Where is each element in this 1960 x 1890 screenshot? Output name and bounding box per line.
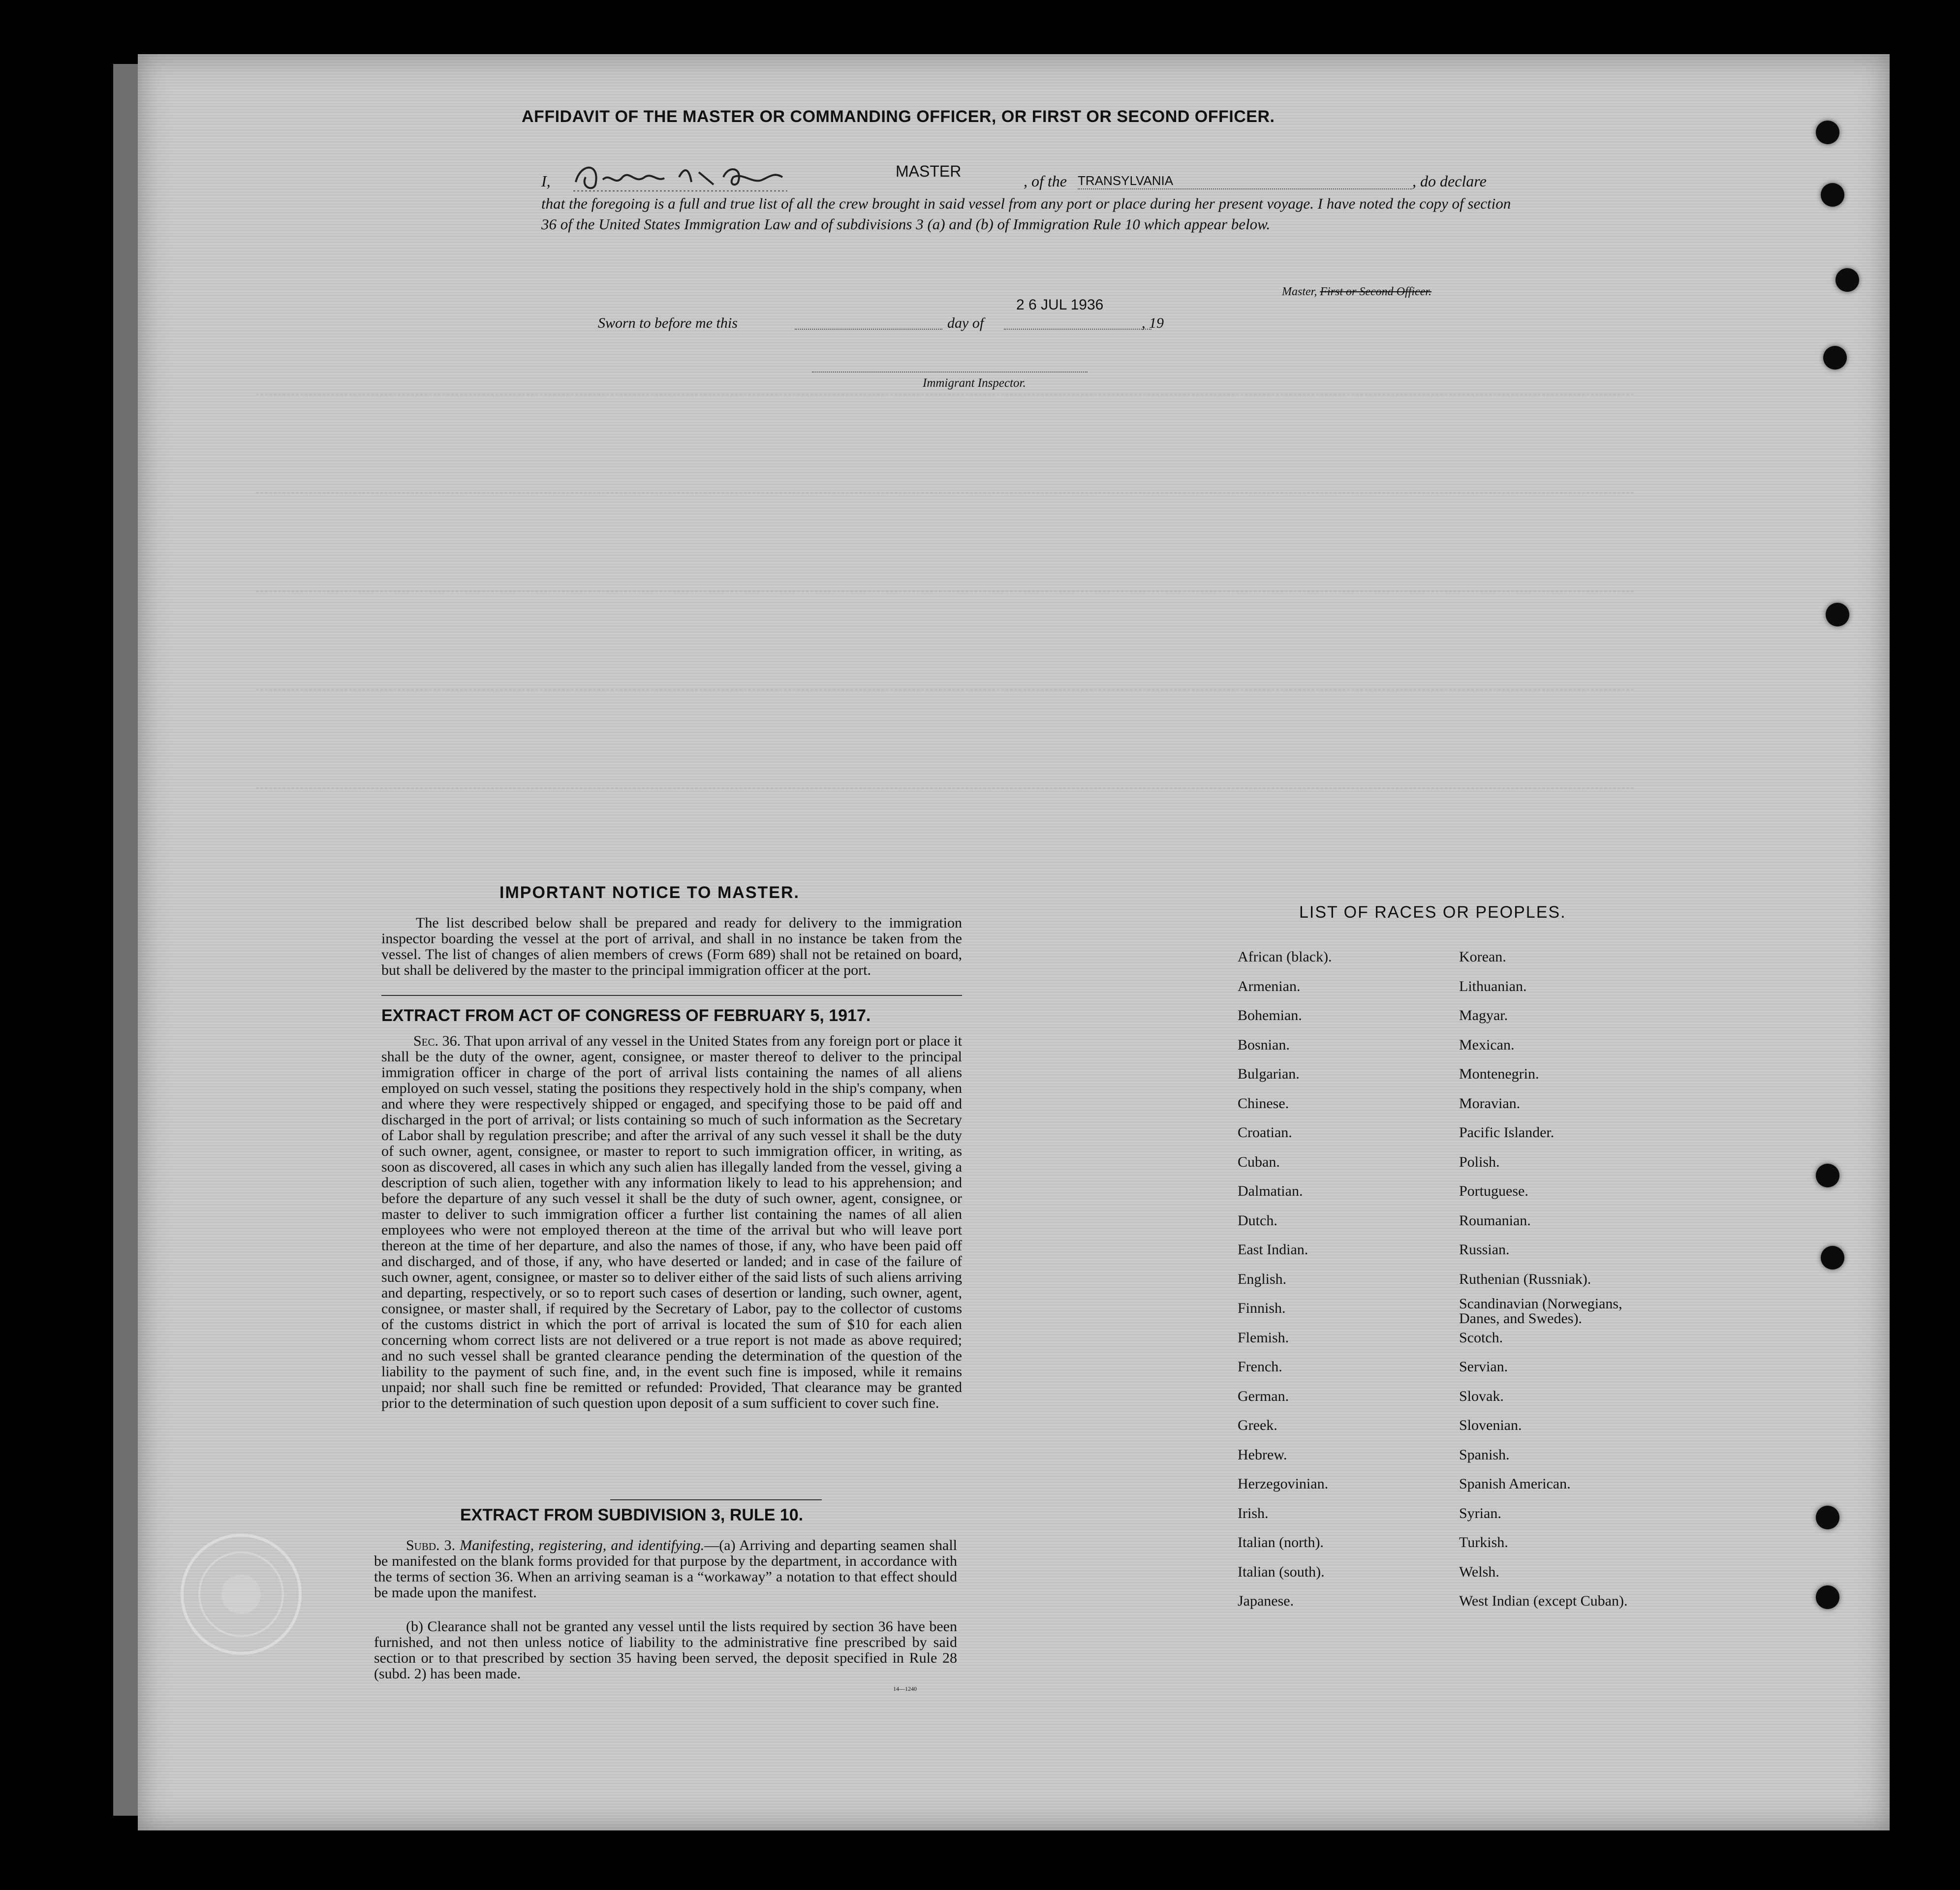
race-item: Korean. [1459, 949, 1506, 965]
race-item: Bohemian. [1238, 1007, 1302, 1023]
sworn-day-line [795, 329, 942, 330]
do-declare-label: , do declare [1412, 172, 1487, 190]
race-item: Irish. [1238, 1505, 1269, 1521]
punch-hole [1826, 603, 1849, 626]
race-item: Polish. [1459, 1153, 1500, 1170]
signature-caption: Master, First or Second Officer. [1282, 285, 1431, 298]
seal-stamp [177, 1530, 305, 1658]
affidavit-i: I, [541, 172, 551, 190]
extract2-part-b: (b) Clearance shall not be granted any vessel until the lists required by section 36 have been furnished, and not then unless notice of liability to the administrative fine prescribed by said section or to that prescribed by section 35 having been served, the deposit specified in Rule 28 (subd. 2) has been made. [374, 1618, 957, 1682]
race-item: Herzegovinian. [1238, 1476, 1329, 1492]
race-item: Bosnian. [1238, 1036, 1290, 1053]
affidavit-statement: that the foregoing is a full and true list of all the crew brought in said vessel from any port or place during her present voyage. I have noted the copy of section 36 of the United States Immigration Law and of subdivisions 3 (a) and (b) of Immigration Rule 10 which appear below. [541, 195, 1511, 233]
race-item: Scandinavian (Norwegians, Danes, and Swedes). [1459, 1296, 1622, 1327]
race-item: Portuguese. [1459, 1183, 1528, 1199]
vessel-name: TRANSYLVANIA [1078, 173, 1412, 189]
race-item: Scotch. [1459, 1329, 1503, 1346]
race-item: East Indian. [1238, 1241, 1308, 1258]
subdivision-heading: Manifesting, registering, and identifying. [460, 1537, 705, 1553]
race-item: German. [1238, 1388, 1289, 1404]
year-label: , 19 [1142, 315, 1164, 331]
punch-hole [1816, 1506, 1839, 1529]
race-item: Hebrew. [1238, 1446, 1287, 1463]
race-item: Cuban. [1238, 1153, 1280, 1170]
divider [610, 1499, 822, 1500]
race-item: Servian. [1459, 1359, 1508, 1375]
race-item: Bulgarian. [1238, 1066, 1300, 1082]
race-item: Magyar. [1459, 1007, 1508, 1023]
race-item: Russian. [1459, 1241, 1510, 1258]
notice-text: The list described below shall be prepared and ready for delivery to the immigration inspector boarding the vessel at the port of arrival, and shall in no instance be taken from the vessel. The list of changes of alien members of crews (Form 689) shall not be retained on board, but shall be delivered by the master to the principal immigration officer at the port. [381, 915, 962, 978]
race-item: English. [1238, 1270, 1287, 1287]
date-stamp: 2 6 JUL 1936 [1016, 297, 1104, 313]
notice-title: IMPORTANT NOTICE TO MASTER. [499, 883, 800, 902]
race-item: Montenegrin. [1459, 1066, 1539, 1082]
race-item: West Indian (except Cuban). [1459, 1593, 1628, 1609]
extract2-title: EXTRACT FROM SUBDIVISION 3, RULE 10. [460, 1506, 804, 1524]
races-column-1 [1238, 942, 1444, 1616]
form-number: 14—1240 [893, 1685, 917, 1692]
month-line [1004, 329, 1151, 330]
subdivision-text-a: —(a) Arriving and departing seamen shall be manifested on the blank forms provided for that purpose by the department, in accordance with the terms of section 36. When an arriving seaman is a “workaway” a notation to that effect should be made upon the manifest. [374, 1537, 957, 1601]
punch-hole [1821, 1246, 1844, 1270]
race-item: Ruthenian (Russniak). [1459, 1270, 1591, 1287]
race-item: Spanish. [1459, 1446, 1510, 1463]
punch-hole [1816, 1585, 1839, 1609]
extract1-title: EXTRACT FROM ACT OF CONGRESS OF FEBRUARY 5, 1917. [381, 1006, 871, 1025]
affidavit-title: AFFIDAVIT OF THE MASTER OR COMMANDING OFFICER, OR FIRST OR SECOND OFFICER. [522, 107, 1275, 126]
race-item: Turkish. [1459, 1534, 1508, 1550]
race-item: Dutch. [1238, 1212, 1277, 1229]
inspector-label: Immigrant Inspector. [923, 376, 1026, 390]
subdivision-number: Subd. 3. [406, 1537, 456, 1553]
race-item: French. [1238, 1359, 1282, 1375]
race-item: Spanish American. [1459, 1476, 1571, 1492]
race-item: Chinese. [1238, 1095, 1289, 1112]
punch-hole [1816, 121, 1839, 144]
race-item: Slovak. [1459, 1388, 1504, 1404]
race-item: Japanese. [1238, 1593, 1294, 1609]
punch-hole [1816, 1164, 1839, 1187]
races-column-2 [1459, 942, 1666, 1616]
race-item: Greek. [1238, 1417, 1277, 1433]
extract1-text [381, 1033, 962, 1411]
punch-hole [1821, 183, 1844, 207]
extract2-part-a [374, 1538, 957, 1601]
punch-hole [1836, 268, 1859, 292]
race-item: Italian (south). [1238, 1563, 1325, 1580]
race-item: Roumanian. [1459, 1212, 1531, 1229]
race-item: Slovenian. [1459, 1417, 1522, 1433]
race-item: Syrian. [1459, 1505, 1501, 1521]
sworn-label: Sworn to before me this [598, 315, 738, 331]
section-number: Sec. 36. [413, 1033, 461, 1049]
punch-hole [1823, 346, 1847, 370]
section-body: That upon arrival of any vessel in the United States from any foreign port or place it shall be the duty of the owner, agent, consignee, or master thereof to deliver to the principal immigration officer in charge of the port of arrival lists containing the names of all aliens employed on such vessel, stating the positions they respectively hold in the ship's company, when and where they were respectively shipped or engaged, and specifying those to be paid off and discharged in the port of arrival; or lists containing so much of such information as the Secretary of Labor shall by regulation prescribe; and after the arrival of any such vessel it shall be the duty of such owner, agent, consignee, or master to report to such immigration officer, in writing, as soon as discovered, all cases in which any such alien has illegally landed from the vessel, giving a description of such alien, together with any information likely to lead to his apprehension; and before the departure of any such vessel it shall be the duty of such owner, agent, consignee, or master to deliver to such immigration officer a further list containing the names of all alien employees who were not employed thereon at the time of the arrival but who will leave port thereon at the time of her departure, and also the names of those, if any, who have been paid off and discharged, and of those, if any, who have deserted or landed; and in case of the failure of such owner, agent, consignee, or master so to deliver either of the said lists of such aliens arriving and departing, respectively, or so to report such cases of desertion or landing, such owner, agent, consignee, or master shall, if required by the Secretary of Labor, pay to the collector of customs of the customs district in which the port of arrival is located the sum of $10 for each alien concerning whom correct lists are not delivered or a true report is not made as above required; and no such vessel shall be granted clearance pending the determination of the question of the liability to the payment of such fine, and, in the event such fine is imposed, while it remains unpaid; nor shall such fine be remitted or refunded: Provided, That clearance may be granted prior to the determination of such question upon deposit of a sum sufficient to cover such fine. [381, 1033, 962, 1411]
of-the-label: , of the [1024, 172, 1067, 190]
master-signature [566, 157, 792, 197]
race-item: Welsh. [1459, 1563, 1499, 1580]
race-item: Italian (north). [1238, 1534, 1324, 1550]
race-item: Armenian. [1238, 978, 1301, 994]
race-item: Lithuanian. [1459, 978, 1527, 994]
race-item: Pacific Islander. [1459, 1124, 1555, 1141]
race-item: Moravian. [1459, 1095, 1521, 1112]
day-of-label: day of [947, 315, 984, 331]
race-item: Mexican. [1459, 1036, 1515, 1053]
race-item: Finnish. [1238, 1300, 1286, 1316]
race-item: African (black). [1238, 949, 1332, 965]
rank-field: MASTER [896, 162, 962, 180]
divider [381, 995, 962, 996]
race-item: Dalmatian. [1238, 1183, 1303, 1199]
race-item: Flemish. [1238, 1329, 1289, 1346]
race-item: Croatian. [1238, 1124, 1292, 1141]
races-title: LIST OF RACES OR PEOPLES. [1299, 903, 1566, 922]
